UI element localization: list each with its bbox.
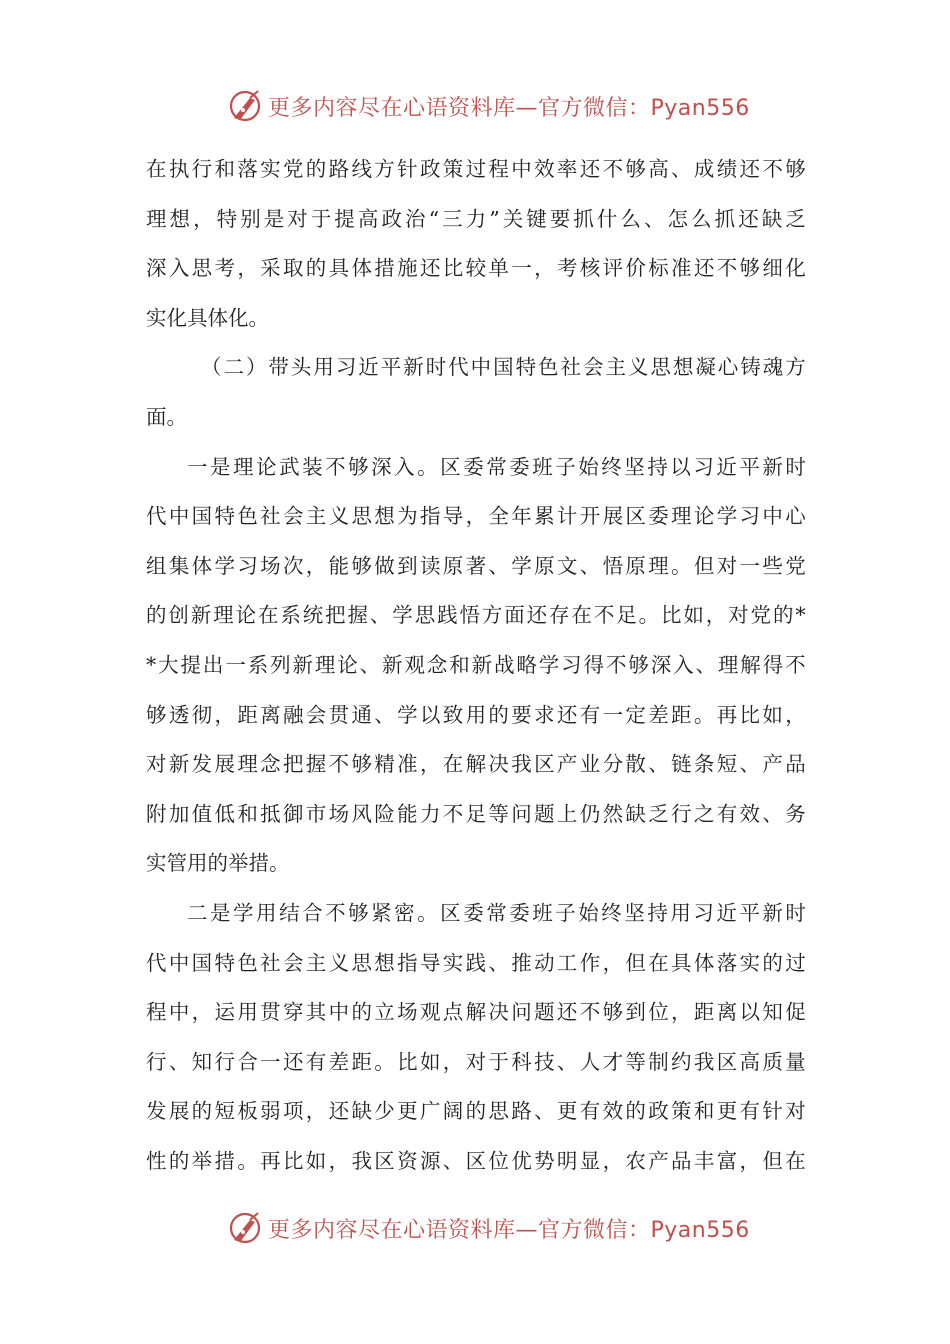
text-line: 二 是 学 用 结 合 不 够 紧 密 。 区 委 常 委 班 子 始 终 坚 持 用 习 近 平 新 时 — [187, 900, 806, 925]
text-line: 的 创 新 理 论 在 系 统 把 握 、 学 思 践 悟 方 面 还 存 在 不 足 。 比 如 ， 对 党 的 * — [146, 603, 806, 628]
text-line: 实化具体化。 — [146, 305, 269, 330]
text-line: 一 是 理 论 武 装 不 够 深 入 。 区 委 常 委 班 子 始 终 坚 持 以 习 近 平 新 时 — [187, 454, 806, 479]
text-line: 组 集 体 学 习 场 次 ， 能 够 做 到 读 原 著 、 学 原 文 、 悟 原 理 。 但 对 一 些 党 — [146, 553, 806, 578]
watermark-header — [228, 86, 750, 126]
watermark-text: 更多内容尽在心语资料库—官方微信：Pyan556 — [268, 1217, 750, 1243]
text-line: 代 中 国 特 色 社 会 主 义 思 想 指 导 实 践 、 推 动 工 作 ， 但 在 具 体 落 实 的 过 — [146, 950, 806, 975]
text-line: （ 二 ） 带 头 用 习 近 平 新 时 代 中 国 特 色 社 会 主 义 思 想 凝 心 铸 魂 方 — [201, 355, 806, 380]
pen-logo-icon — [228, 1210, 264, 1246]
text-line: 性 的 举 措 。 再 比 如 ， 我 区 资 源 、 区 位 优 势 明 显 ， 农 产 品 丰 富 ， 但 在 — [146, 1148, 806, 1173]
text-line: 对 新 发 展 理 念 把 握 不 够 精 准 ， 在 解 决 我 区 产 业 分 散 、 链 条 短 、 产 品 — [146, 752, 806, 777]
text-line: 够 透 彻 ， 距 离 融 会 贯 通 、 学 以 致 用 的 要 求 还 有 一 定 差 距 。 再 比 如 ， — [146, 702, 806, 727]
text-line: 实管用的举措。 — [146, 851, 290, 876]
watermark-footer — [228, 1208, 750, 1248]
text-line: 理 想 ， 特 别 是 对 于 提 高 政 治 “ 三 力 ” 关 键 要 抓 什 么 、 怎 么 抓 还 缺 乏 — [146, 206, 806, 231]
text-line: 在 执 行 和 落 实 党 的 路 线 方 针 政 策 过 程 中 效 率 还 不 够 高 、 成 绩 还 不 够 — [146, 157, 806, 181]
text-line: 发 展 的 短 板 弱 项 ， 还 缺 少 更 广 阔 的 思 路 、 更 有 效 的 政 策 和 更 有 针 对 — [146, 1099, 806, 1124]
text-line: 行 、 知 行 合 一 还 有 差 距 。 比 如 ， 对 于 科 技 、 人 才 等 制 约 我 区 高 质 量 — [146, 1049, 806, 1074]
pen-logo-icon — [228, 88, 264, 124]
watermark-text: 更多内容尽在心语资料库—官方微信：Pyan556 — [268, 95, 750, 121]
document-body — [146, 145, 806, 1186]
text-line: 代 中 国 特 色 社 会 主 义 思 想 为 指 导 ， 全 年 累 计 开 展 区 委 理 论 学 习 中 心 — [146, 504, 806, 529]
text-line: 程 中 ， 运 用 贯 穿 其 中 的 立 场 观 点 解 决 问 题 还 不 够 到 位 ， 距 离 以 知 促 — [146, 1000, 806, 1025]
text-line: 附 加 值 低 和 抵 御 市 场 风 险 能 力 不 足 等 问 题 上 仍 然 缺 乏 行 之 有 效 、 务 — [146, 801, 806, 826]
text-line: 深 入 思 考 ， 采 取 的 具 体 措 施 还 比 较 单 一 ， 考 核 评 价 标 准 还 不 够 细 化 — [146, 256, 806, 281]
text-line: * 大 提 出 一 系 列 新 理 论 、 新 观 念 和 新 战 略 学 习 得 不 够 深 入 、 理 解 得 不 — [146, 652, 806, 677]
text-line: 面。 — [146, 404, 187, 429]
